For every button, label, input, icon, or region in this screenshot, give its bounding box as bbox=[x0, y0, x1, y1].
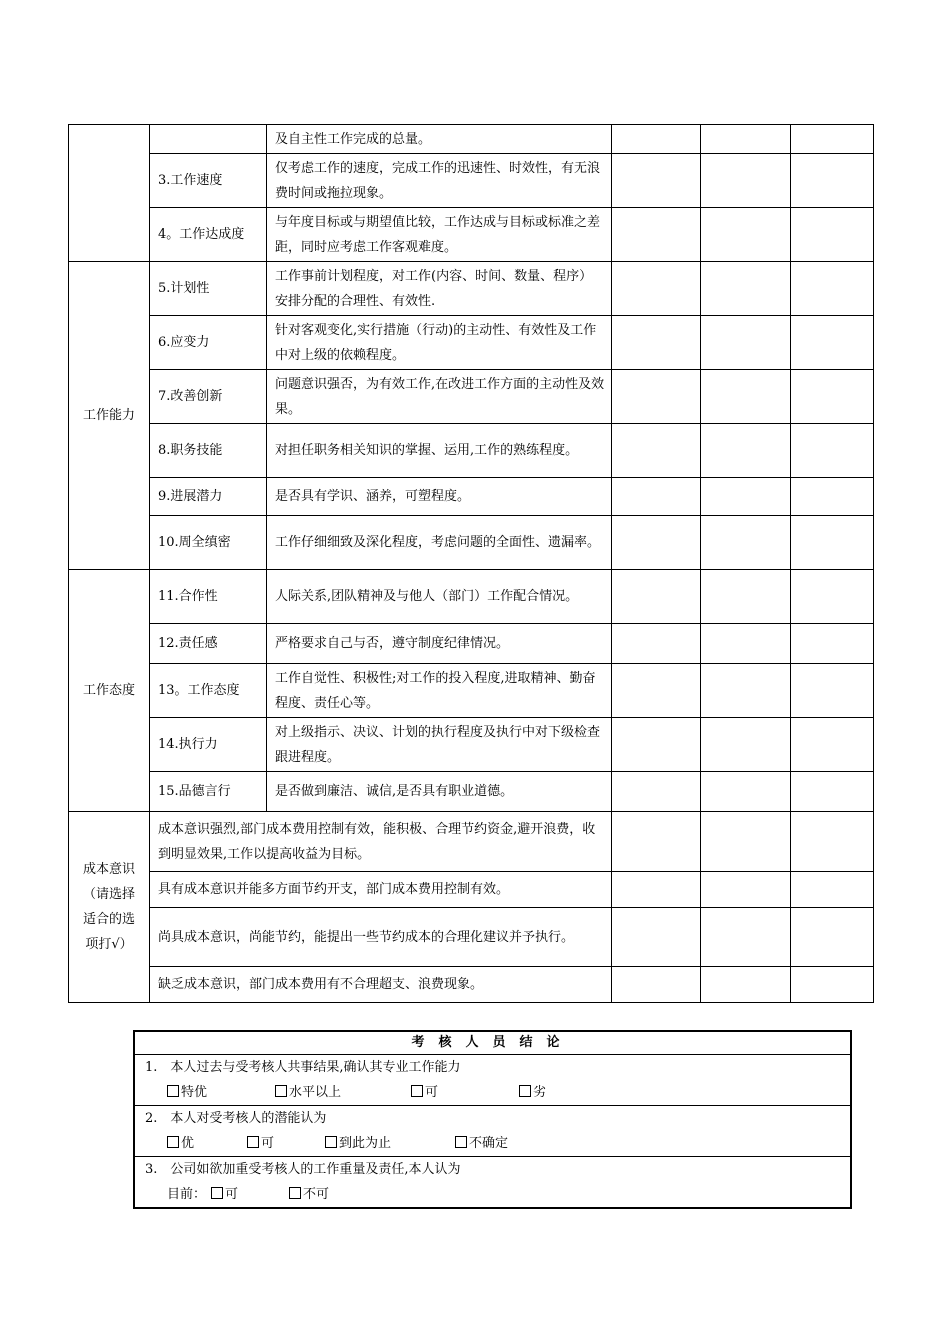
item-name: 5.计划性 bbox=[150, 262, 267, 316]
score-cell[interactable] bbox=[701, 570, 791, 624]
score-cell[interactable] bbox=[791, 812, 874, 872]
category-cost-line: 项打√） bbox=[85, 937, 133, 952]
table-row bbox=[69, 262, 874, 316]
score-cell[interactable] bbox=[791, 154, 874, 208]
score-cell[interactable] bbox=[701, 664, 791, 718]
checkbox-icon[interactable] bbox=[275, 1085, 287, 1097]
score-cell[interactable] bbox=[701, 624, 791, 664]
checkbox-icon[interactable] bbox=[519, 1085, 531, 1097]
score-cell[interactable] bbox=[612, 316, 701, 370]
score-cell[interactable] bbox=[612, 664, 701, 718]
table-row bbox=[69, 478, 874, 516]
score-cell[interactable] bbox=[791, 208, 874, 262]
checkbox-option[interactable] bbox=[289, 1182, 329, 1207]
item-description: 是否做到廉洁、诚信,是否具有职业道德。 bbox=[267, 772, 612, 812]
checkbox-option[interactable] bbox=[275, 1080, 341, 1105]
score-cell[interactable] bbox=[612, 967, 701, 1003]
score-cell[interactable] bbox=[612, 262, 701, 316]
item-description: 仅考虑工作的速度，完成工作的迅速性、时效性，有无浪费时间或拖拉现象。 bbox=[267, 154, 612, 208]
question-3 bbox=[134, 1157, 851, 1209]
checkbox-option[interactable] bbox=[167, 1080, 207, 1105]
category-cost bbox=[69, 812, 150, 1003]
evaluation-table bbox=[68, 124, 874, 1003]
score-cell[interactable] bbox=[701, 908, 791, 967]
item-description: 对担任职务相关知识的掌握、运用,工作的熟练程度。 bbox=[267, 424, 612, 478]
score-cell[interactable] bbox=[612, 516, 701, 570]
question-text: 1. 本人过去与受考核人共事结果,确认其专业工作能力 bbox=[145, 1060, 461, 1075]
item-description: 问题意识强否，为有效工作,在改进工作方面的主动性及效果。 bbox=[267, 370, 612, 424]
item-name: 12.责任感 bbox=[150, 624, 267, 664]
category-cost-line: 适合的选 bbox=[82, 912, 135, 927]
question-2 bbox=[134, 1106, 851, 1157]
item-name: 10.周全缜密 bbox=[150, 516, 267, 570]
item-name: 14.执行力 bbox=[150, 718, 267, 772]
option-label: 到此为止 bbox=[339, 1136, 392, 1151]
item-name: 6.应变力 bbox=[150, 316, 267, 370]
score-cell[interactable] bbox=[701, 208, 791, 262]
item-name: 7.改善创新 bbox=[150, 370, 267, 424]
score-cell[interactable] bbox=[701, 772, 791, 812]
score-cell[interactable] bbox=[612, 208, 701, 262]
checkbox-option[interactable] bbox=[247, 1131, 274, 1156]
checkbox-option[interactable] bbox=[167, 1131, 194, 1156]
item-description: 对上级指示、决议、计划的执行程度及执行中对下级检查跟进程度。 bbox=[267, 718, 612, 772]
score-cell[interactable] bbox=[701, 316, 791, 370]
table-row bbox=[69, 125, 874, 154]
item-description: 严格要求自己与否，遵守制度纪律情况。 bbox=[267, 624, 612, 664]
score-cell[interactable] bbox=[612, 370, 701, 424]
table-row bbox=[69, 624, 874, 664]
item-description: 工作仔细细致及深化程度，考虑问题的全面性、遗漏率。 bbox=[267, 516, 612, 570]
item-name: 4。工作达成度 bbox=[150, 208, 267, 262]
score-cell[interactable] bbox=[791, 772, 874, 812]
cost-option-text: 具有成本意识并能多方面节约开支，部门成本费用控制有效。 bbox=[150, 872, 612, 908]
score-cell[interactable] bbox=[701, 967, 791, 1003]
score-cell[interactable] bbox=[701, 872, 791, 908]
score-cell[interactable] bbox=[791, 570, 874, 624]
score-cell[interactable] bbox=[791, 424, 874, 478]
option-label: 劣 bbox=[533, 1085, 547, 1100]
checkbox-option[interactable] bbox=[211, 1182, 238, 1207]
score-cell[interactable] bbox=[791, 516, 874, 570]
item-name: 15.品德言行 bbox=[150, 772, 267, 812]
item-description: 与年度目标或与期望值比较，工作达成与目标或标准之差距，同时应考虑工作客观难度。 bbox=[267, 208, 612, 262]
table-row bbox=[69, 664, 874, 718]
option-label: 可 bbox=[225, 1187, 239, 1202]
score-cell[interactable] bbox=[791, 624, 874, 664]
score-cell[interactable] bbox=[612, 125, 701, 154]
category-cost-line: （请选择 bbox=[82, 887, 135, 902]
category-cell bbox=[69, 125, 150, 262]
options-row bbox=[135, 1131, 850, 1156]
score-cell[interactable] bbox=[701, 125, 791, 154]
score-cell[interactable] bbox=[612, 872, 701, 908]
option-label: 特优 bbox=[181, 1085, 208, 1100]
category-ability: 工作能力 bbox=[69, 262, 150, 570]
score-cell[interactable] bbox=[701, 812, 791, 872]
option-label: 水平以上 bbox=[289, 1085, 342, 1100]
checkbox-option[interactable] bbox=[519, 1080, 546, 1105]
checkbox-option[interactable] bbox=[325, 1131, 391, 1156]
cost-option-text: 尚具成本意识，尚能节约，能提出一些节约成本的合理化建议并予执行。 bbox=[150, 908, 612, 967]
checkbox-option[interactable] bbox=[411, 1080, 438, 1105]
item-name: 9.进展潜力 bbox=[150, 478, 267, 516]
item-description: 工作事前计划程度，对工作(内容、时间、数量、程序）安排分配的合理性、有效性. bbox=[267, 262, 612, 316]
checkbox-icon[interactable] bbox=[325, 1136, 337, 1148]
score-cell[interactable] bbox=[612, 718, 701, 772]
item-name: 8.职务技能 bbox=[150, 424, 267, 478]
score-cell[interactable] bbox=[791, 908, 874, 967]
item-description: 工作自觉性、积极性;对工作的投入程度,进取精神、勤奋程度、责任心等。 bbox=[267, 664, 612, 718]
score-cell[interactable] bbox=[701, 424, 791, 478]
table-row bbox=[69, 370, 874, 424]
conclusion-title: 考核人员结论 bbox=[134, 1031, 851, 1055]
checkbox-icon[interactable] bbox=[455, 1136, 467, 1148]
score-cell[interactable] bbox=[791, 718, 874, 772]
score-cell[interactable] bbox=[612, 478, 701, 516]
score-cell[interactable] bbox=[612, 812, 701, 872]
table-row bbox=[69, 908, 874, 967]
score-cell[interactable] bbox=[612, 154, 701, 208]
score-cell[interactable] bbox=[612, 908, 701, 967]
category-cost-line: 成本意识 bbox=[82, 862, 135, 877]
cost-option-text: 成本意识强烈,部门成本费用控制有效，能积极、合理节约资金,避开浪费，收到明显效果,工作以提高收益为目标。 bbox=[150, 812, 612, 872]
table-row bbox=[69, 967, 874, 1003]
table-row bbox=[69, 772, 874, 812]
score-cell[interactable] bbox=[791, 316, 874, 370]
score-cell[interactable] bbox=[612, 624, 701, 664]
checkbox-icon[interactable] bbox=[411, 1085, 423, 1097]
score-cell[interactable] bbox=[791, 872, 874, 908]
option-label: 优 bbox=[181, 1136, 195, 1151]
score-cell[interactable] bbox=[791, 967, 874, 1003]
score-cell[interactable] bbox=[701, 718, 791, 772]
options-row bbox=[135, 1080, 850, 1105]
score-cell[interactable] bbox=[612, 772, 701, 812]
table-row bbox=[69, 208, 874, 262]
table-row bbox=[69, 718, 874, 772]
checkbox-icon[interactable] bbox=[289, 1187, 301, 1199]
option-label: 可 bbox=[425, 1085, 439, 1100]
checkbox-icon[interactable] bbox=[167, 1085, 179, 1097]
question-text: 3. 公司如欲加重受考核人的工作重量及责任,本人认为 bbox=[145, 1162, 461, 1177]
score-cell[interactable] bbox=[612, 424, 701, 478]
checkbox-icon[interactable] bbox=[211, 1187, 223, 1199]
option-label: 不可 bbox=[303, 1187, 330, 1202]
score-cell[interactable] bbox=[701, 516, 791, 570]
item-description: 人际关系,团队精神及与他人（部门）工作配合情况。 bbox=[267, 570, 612, 624]
cost-option-text: 缺乏成本意识，部门成本费用有不合理超支、浪费现象。 bbox=[150, 967, 612, 1003]
option-label: 不确定 bbox=[469, 1136, 509, 1151]
score-cell[interactable] bbox=[701, 370, 791, 424]
score-cell[interactable] bbox=[791, 125, 874, 154]
table-row bbox=[69, 812, 874, 872]
score-cell[interactable] bbox=[701, 262, 791, 316]
prefix-label: 目前： bbox=[167, 1187, 207, 1202]
category-attitude: 工作态度 bbox=[69, 570, 150, 812]
score-cell[interactable] bbox=[791, 478, 874, 516]
table-row bbox=[69, 516, 874, 570]
question-1 bbox=[134, 1055, 851, 1106]
score-cell[interactable] bbox=[701, 478, 791, 516]
item-name: 11.合作性 bbox=[150, 570, 267, 624]
question-text: 2. 本人对受考核人的潜能认为 bbox=[145, 1111, 327, 1126]
item-name: 13。工作态度 bbox=[150, 664, 267, 718]
checkbox-icon[interactable] bbox=[167, 1136, 179, 1148]
checkbox-option[interactable] bbox=[455, 1131, 508, 1156]
options-row bbox=[135, 1182, 850, 1207]
table-row bbox=[69, 154, 874, 208]
item-name: 3.工作速度 bbox=[150, 154, 267, 208]
conclusion-table bbox=[133, 1030, 852, 1209]
score-cell[interactable] bbox=[612, 570, 701, 624]
score-cell[interactable] bbox=[791, 664, 874, 718]
option-label: 可 bbox=[261, 1136, 275, 1151]
table-row bbox=[69, 424, 874, 478]
score-cell[interactable] bbox=[791, 262, 874, 316]
item-description: 针对客观变化,实行措施（行动)的主动性、有效性及工作中对上级的依赖程度。 bbox=[267, 316, 612, 370]
item-description: 及自主性工作完成的总量。 bbox=[267, 125, 612, 154]
table-row bbox=[69, 570, 874, 624]
score-cell[interactable] bbox=[791, 370, 874, 424]
table-row bbox=[69, 872, 874, 908]
table-row bbox=[69, 316, 874, 370]
item-description: 是否具有学识、涵养，可塑程度。 bbox=[267, 478, 612, 516]
item-name bbox=[150, 125, 267, 154]
checkbox-icon[interactable] bbox=[247, 1136, 259, 1148]
score-cell[interactable] bbox=[701, 154, 791, 208]
